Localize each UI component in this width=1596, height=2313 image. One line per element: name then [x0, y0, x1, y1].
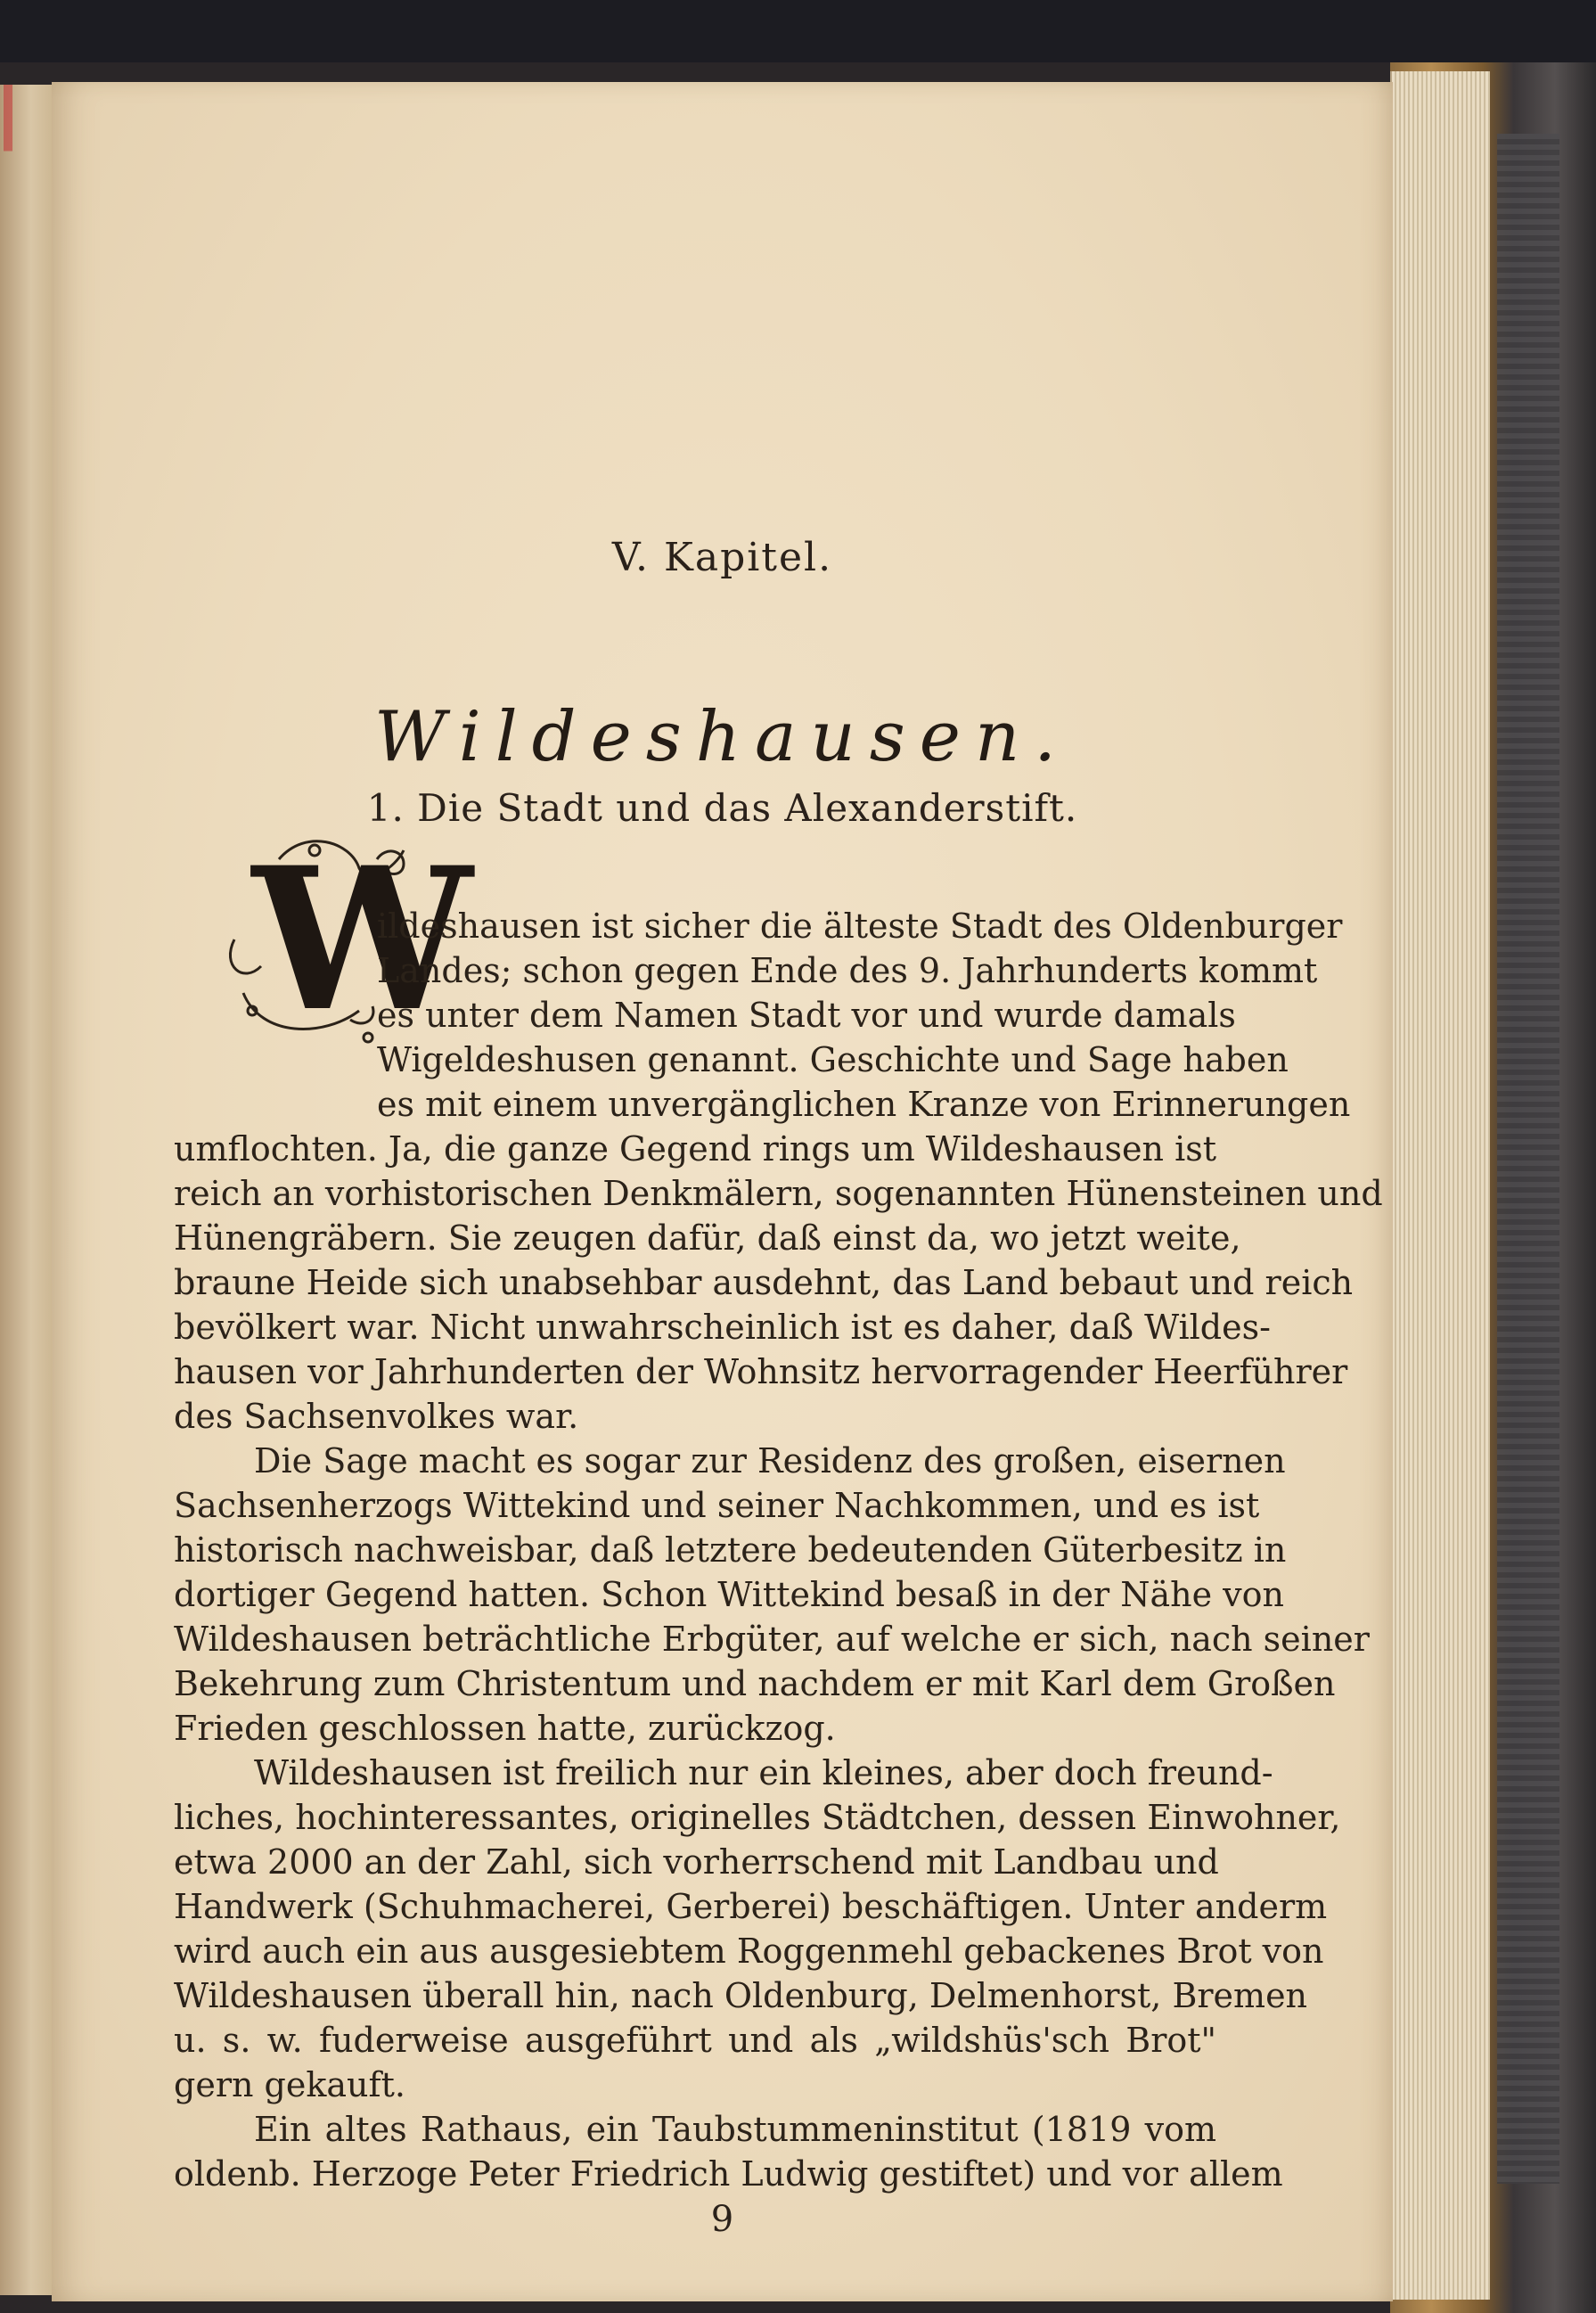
- text-line: ildeshausen ist sicher die älteste Stadt des Oldenburger: [377, 906, 1343, 946]
- initial-letter: W: [252, 824, 473, 1054]
- text-line: Handwerk (Schuhmacherei, Gerberei) beschäftigen. Unter anderm: [174, 1887, 1328, 1926]
- text-line: umflochten. Ja, die ganze Gegend rings um Wildeshausen ist: [174, 1129, 1216, 1169]
- text-line: wird auch ein aus ausgesiebtem Roggenmehl gebackenes Brot von: [174, 1932, 1324, 1971]
- text-line: dortiger Gegend hatten. Schon Wittekind besaß in der Nähe von: [174, 1575, 1284, 1614]
- text-line: oldenb. Herzoge Peter Friedrich Ludwig gestiftet) und vor allem: [174, 2154, 1283, 2194]
- text-line: Frieden geschlossen hatte, zurückzog.: [174, 1709, 836, 1748]
- text-line: Wildeshausen ist freilich nur ein kleines, aber doch freund-: [254, 1753, 1273, 1792]
- text-line: Bekehrung zum Christentum und nachdem er mit Karl dem Großen: [174, 1664, 1336, 1703]
- section-heading: 1. Die Stadt und das Alexanderstift.: [366, 786, 1078, 830]
- chapter-heading: V. Kapitel.: [611, 535, 833, 580]
- text-line: es unter dem Namen Stadt vor und wurde damals: [377, 996, 1236, 1035]
- text-line: Ein altes Rathaus, ein Taubstummeninstitut (1819 vom: [254, 2110, 1216, 2149]
- book-page: [52, 82, 1393, 2301]
- page-title: Wildeshausen.: [373, 697, 1070, 777]
- left-page-edge: [0, 85, 53, 2295]
- text-line: etwa 2000 an der Zahl, sich vorherrschend mit Landbau und: [174, 1842, 1219, 1882]
- text-line: liches, hochinteressantes, originelles Städtchen, dessen Einwohner,: [174, 1798, 1341, 1837]
- text-line: es mit einem unvergänglichen Kranze von Erinnerungen: [377, 1085, 1351, 1124]
- text-line: hausen vor Jahrhunderten der Wohnsitz hervorragender Heerführer: [174, 1352, 1348, 1391]
- text-line: des Sachsenvolkes war.: [174, 1397, 579, 1436]
- text-line: Die Sage macht es sogar zur Residenz des großen, eisernen: [254, 1441, 1286, 1480]
- text-line: u. s. w. fuderweise ausgeführt und als „wildshüs'sch Brot": [174, 2021, 1216, 2060]
- spine-cloth: [1497, 134, 1559, 2184]
- text-line: braune Heide sich unabsehbar ausdehnt, das Land bebaut und reich: [174, 1263, 1354, 1302]
- text-line: historisch nachweisbar, daß letztere bedeutenden Güterbesitz in: [174, 1530, 1287, 1570]
- text-line: bevölkert war. Nicht unwahrscheinlich ist es daher, daß Wildes-: [174, 1308, 1271, 1347]
- text-line: Wildeshausen überall hin, nach Oldenburg, Delmenhorst, Bremen: [174, 1976, 1308, 2015]
- text-line: Sachsenherzogs Wittekind und seiner Nachkommen, und es ist: [174, 1486, 1260, 1525]
- page-stack-edge: [1390, 71, 1490, 2300]
- text-line: reich an vorhistorischen Denkmälern, sogenannten Hünensteinen und: [174, 1174, 1383, 1213]
- text-line: Hünengräbern. Sie zeugen dafür, daß einst da, wo jetzt weite,: [174, 1218, 1241, 1258]
- text-line: gern gekauft.: [174, 2065, 405, 2104]
- text-line: Wildeshausen beträchtliche Erbgüter, auf welche er sich, nach seiner: [174, 1620, 1370, 1659]
- text-line: Landes; schon gegen Ende des 9. Jahrhunderts kommt: [377, 951, 1318, 990]
- text-line: Wigeldeshusen genannt. Geschichte und Sage haben: [377, 1040, 1289, 1079]
- page-number: 9: [710, 2199, 734, 2240]
